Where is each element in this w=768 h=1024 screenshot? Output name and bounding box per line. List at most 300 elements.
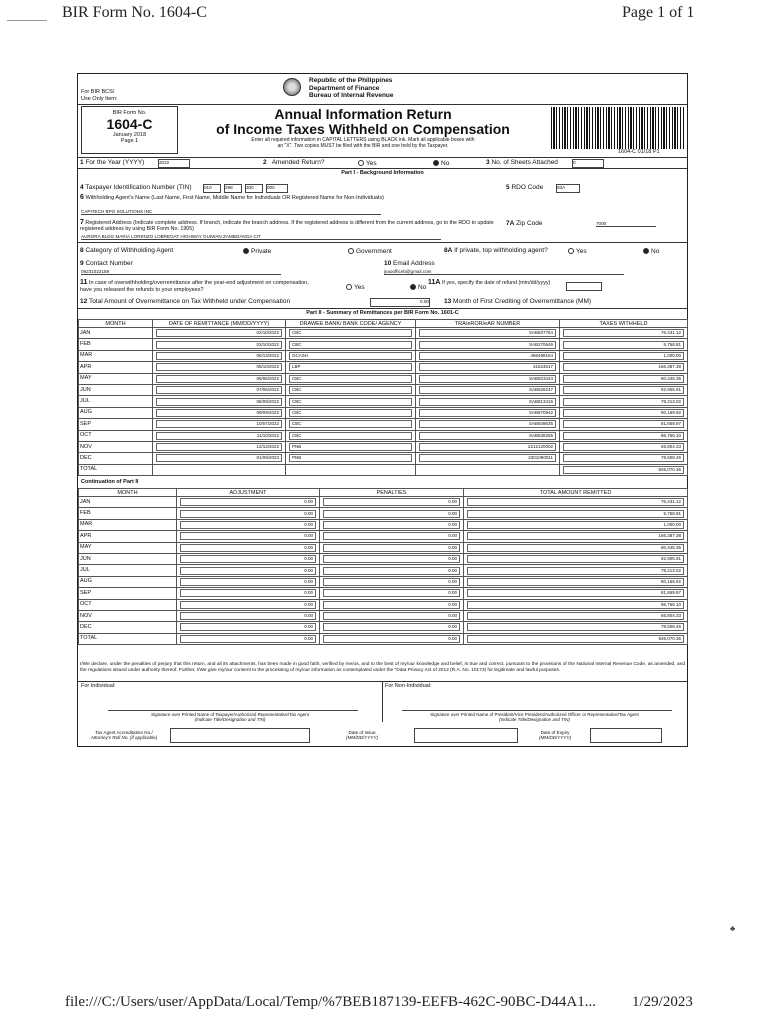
table-cell	[153, 384, 286, 395]
item8a-label: If private, top withholding agent?	[454, 247, 548, 254]
cell-field[interactable]: 65,804.33	[563, 443, 684, 451]
tax-agent-number-field[interactable]	[170, 728, 310, 743]
sig-right-sub: (Indicate Title/Designation and TIN)	[499, 717, 570, 722]
item10-label: Email Address	[393, 260, 435, 267]
print-footer-path: file:///C:/Users/user/AppData/Local/Temp/%7BEB187139-EEFB-462C-90BC-D44A1...	[65, 994, 596, 1010]
cell-field[interactable]: 0.00	[180, 589, 316, 597]
cell-field[interactable]: 0.00	[180, 544, 316, 552]
table-cell	[286, 339, 416, 350]
table-row	[79, 565, 688, 576]
cell-field[interactable]: CBC	[289, 329, 412, 337]
cell-field[interactable]: 0.00	[180, 567, 316, 575]
cell-field[interactable]: 79,508.45	[467, 623, 684, 631]
cell-field[interactable]: SAB538255	[419, 432, 556, 440]
email-field[interactable]: jsaoofficeb@gmail.com	[384, 269, 624, 275]
rdo-field[interactable]: 93A	[556, 184, 580, 193]
scan-mark	[7, 20, 47, 21]
date-expiry-format: (MM/DD/YYYY)	[538, 735, 572, 741]
cell-field[interactable]: 11/10/2022	[156, 432, 282, 440]
table-row	[79, 508, 688, 519]
cell-field[interactable]: 80,169.92	[467, 578, 684, 586]
table-cell	[153, 362, 286, 373]
cell-field[interactable]: 08/09/2022	[156, 398, 282, 406]
month-cell: JUL	[79, 396, 153, 407]
cell-field[interactable]: 0.00	[323, 601, 460, 609]
cell-field[interactable]: 0.00	[180, 578, 316, 586]
cell-field[interactable]: 86,766.10	[563, 432, 684, 440]
month-cell: SEP	[79, 588, 177, 599]
table-cell	[560, 407, 688, 418]
barcode-text: 1604-C 01/18 P1	[618, 149, 660, 155]
cell-field[interactable]: 0.00	[180, 521, 316, 529]
cell-field[interactable]: SAB826247	[419, 386, 556, 394]
table-cell	[177, 553, 320, 564]
table-cell	[416, 328, 560, 339]
table-row	[79, 453, 688, 464]
table-row	[79, 396, 688, 407]
cell-field[interactable]: 82,905.91	[563, 386, 684, 394]
item12-label: Total Amount of Overremittance on Tax Withheld under Compensation	[88, 298, 291, 305]
table-cell	[177, 508, 320, 519]
cell-field[interactable]: 79,213.02	[467, 567, 684, 575]
table-row	[79, 362, 688, 373]
cell-field[interactable]: CBC	[289, 386, 412, 394]
table-cell	[177, 497, 320, 508]
year-field[interactable]: 2022	[158, 159, 190, 168]
table-cell	[416, 339, 560, 350]
month-cell: FEB	[79, 508, 177, 519]
table-cell	[286, 373, 416, 384]
table-cell	[177, 565, 320, 576]
cell-field[interactable]: 07/06/2022	[156, 386, 282, 394]
sig-right-label: Signature over Printed Name of President/Vice President/Authorized Officer or Representative/Tax Agent	[430, 712, 639, 717]
col-header: MONTH	[79, 489, 177, 497]
table-cell	[320, 531, 464, 542]
cell-field[interactable]: 0.00	[323, 498, 460, 506]
form-date: January 2018	[112, 131, 147, 138]
top-agent-no-radio[interactable]	[643, 248, 649, 254]
table-row	[79, 407, 688, 418]
cell-field[interactable]: GCASH	[289, 352, 412, 360]
table-cell	[320, 508, 464, 519]
cell-field[interactable]: 926,070.36	[467, 635, 684, 643]
cell-field[interactable]: SAB813415	[419, 398, 556, 406]
table-cell	[464, 622, 688, 633]
table-row	[79, 519, 688, 530]
tin-part4[interactable]: 000	[266, 184, 288, 193]
sheets-field[interactable]: 0	[572, 159, 604, 168]
table-cell	[153, 430, 286, 441]
cell-field[interactable]: CBC	[289, 409, 412, 417]
month-cell: NOV	[79, 610, 177, 621]
for-bir-label: For BIR BCS/	[81, 89, 115, 95]
item3-label: No. of Sheets Attached	[491, 159, 558, 166]
table-cell	[177, 542, 320, 553]
col-header: MONTH	[79, 320, 153, 328]
table-cell	[177, 588, 320, 599]
item1-label: For the Year (YYYY)	[85, 159, 145, 166]
table-cell	[560, 419, 688, 430]
tin-part1[interactable]: 010	[203, 184, 221, 193]
table-cell	[286, 453, 416, 464]
tax-agent-label2: Attorney's Roll No. (if applicable)	[90, 735, 158, 741]
cell-field[interactable]: SAB823424	[419, 375, 556, 383]
table-cell	[320, 610, 464, 621]
cell-field[interactable]: 0.00	[323, 555, 460, 563]
table-row	[79, 384, 688, 395]
contact-number-field[interactable]: 09231022159	[81, 269, 281, 275]
table-cell	[416, 350, 560, 361]
category-private-label: Private	[251, 248, 272, 255]
registered-address-field[interactable]: AURORA BLDG MARIA LORENZO LOBREGAT HIGHWAY GUIWAN ZAMBOANGA CIT	[81, 234, 441, 240]
item8-label: Category of Withholding Agent	[85, 247, 174, 254]
instructions-line1: Enter all required information in CAPITAL LETTERS using BLACK ink. Mark all applicable boxes with	[251, 137, 475, 143]
col-header: PENALTIES	[320, 489, 464, 497]
cell-field[interactable]: 76,431.12	[467, 498, 684, 506]
cell-field[interactable]: 0.00	[323, 544, 460, 552]
form-no: 1604-C	[106, 115, 153, 132]
cell-field[interactable]: 5,758.81	[563, 341, 684, 349]
non-individual-signature-box	[382, 681, 687, 722]
refund-no-label: No	[418, 284, 427, 291]
table-cell	[464, 508, 688, 519]
total-row	[79, 464, 688, 475]
form-title-line1: Annual Information Return	[274, 106, 452, 122]
cell-field[interactable]: 05/10/2022	[156, 363, 282, 371]
table-cell	[464, 576, 688, 587]
cell-field[interactable]: 166,387.38	[467, 532, 684, 540]
cell-field[interactable]: 0.00	[323, 521, 460, 529]
table-cell	[560, 328, 688, 339]
table-row	[79, 350, 688, 361]
table-cell	[177, 531, 320, 542]
col-header: TRA/eROR/eAR NUMBER	[416, 320, 560, 328]
cell-field[interactable]: 10/07/2022	[156, 420, 282, 428]
table-cell	[464, 599, 688, 610]
cell-field[interactable]: 03/10/2022	[156, 341, 282, 349]
cell-field[interactable]: PNB	[289, 454, 412, 462]
top-agent-yes-radio[interactable]	[568, 248, 574, 254]
top-agent-yes-label: Yes	[576, 248, 587, 255]
date-issue-label: Date of Issue	[348, 730, 376, 735]
table-row	[79, 576, 688, 587]
remittance-summary-table	[78, 319, 688, 476]
agent-name-field[interactable]: CAPITECH BPO SOLUTIONS INC	[81, 209, 381, 215]
cell-field[interactable]: 02/10/2022	[156, 329, 282, 337]
cell-field[interactable]: 80,445.35	[563, 375, 684, 383]
cell-field[interactable]: 86,766.10	[467, 601, 684, 609]
table-row	[79, 610, 688, 621]
table-row	[79, 328, 688, 339]
table-cell	[416, 453, 560, 464]
table-cell	[153, 441, 286, 452]
col-header: DRAWEE BANK/ BANK CODE/ AGENCY	[286, 320, 416, 328]
table-cell	[153, 328, 286, 339]
table-cell	[153, 373, 286, 384]
cell-field[interactable]: 0.00	[180, 555, 316, 563]
cell-field[interactable]: 0.00	[180, 532, 316, 540]
month-cell: FEB	[79, 339, 153, 350]
cell-field[interactable]: 79,508.45	[563, 454, 684, 462]
item11a-label: If yes, specify the date of refund (mm/dd/yyyy)	[441, 280, 551, 286]
cell-field[interactable]: CBC	[289, 420, 412, 428]
cell-field[interactable]: 01/09/2023	[156, 454, 282, 462]
cell-field[interactable]: SAB870942	[419, 409, 556, 417]
table-cell	[286, 350, 416, 361]
category-private-radio[interactable]	[243, 248, 249, 254]
form-no-label: BIR Form No.	[112, 110, 147, 116]
cell-field[interactable]: 0.00	[323, 578, 460, 586]
table-cell	[286, 362, 416, 373]
table-cell	[286, 430, 416, 441]
cell-field[interactable]: 0.00	[323, 567, 460, 575]
cell-field[interactable]: SAB849635	[419, 420, 556, 428]
cell-field[interactable]: 05/13/2022	[156, 352, 282, 360]
cell-field[interactable]: 09/09/2022	[156, 409, 282, 417]
cell-field[interactable]: 79,213.02	[563, 398, 684, 406]
refund-date-field[interactable]	[566, 282, 602, 291]
tin-part2[interactable]: 298	[224, 184, 242, 193]
table-cell	[320, 576, 464, 587]
cell-field[interactable]: 80,445.35	[467, 544, 684, 552]
table-cell	[560, 350, 688, 361]
table-cell	[153, 453, 286, 464]
table-cell	[153, 396, 286, 407]
date-issue-field[interactable]	[414, 728, 518, 743]
print-footer-date: 1/29/2023	[632, 994, 693, 1010]
month-cell: NOV	[79, 441, 153, 452]
bir-seal-icon	[283, 78, 301, 96]
month-cell: JAN	[79, 497, 177, 508]
cell-field[interactable]: 5,758.81	[467, 510, 684, 518]
cell-field[interactable]: CBC	[289, 375, 412, 383]
cell-field[interactable]: SAB837754	[419, 329, 556, 337]
cell-field[interactable]: 166,387.38	[563, 363, 684, 371]
cell-field[interactable]: 0.00	[180, 612, 316, 620]
category-government-radio[interactable]	[348, 248, 354, 254]
month-cell: AUG	[79, 576, 177, 587]
cell-field[interactable]: 65,804.33	[467, 612, 684, 620]
table-cell	[320, 519, 464, 530]
date-issue-format: (MM/DD/YYYY)	[345, 735, 379, 741]
total-label: TOTAL	[79, 464, 153, 475]
table-cell	[320, 622, 464, 633]
item6-label: Withholding Agent's Name (Last Name, First Name, Middle Name for Individuals OR Registered Name for Non-Individuals)	[85, 195, 384, 201]
amended-no-radio[interactable]	[433, 160, 439, 166]
table-cell	[464, 633, 688, 644]
bir-form-1604c: For BIR BCS/ Use Only Item: Republic of the Philippines Department of Finance Bureau of Internal Revenue BIR Form No. 1604-C January 2018 Page 1 Annual Information Return of Income Taxes Withheld on Compensation Enter all required information in CAPITAL LETTERS using BLACK ink. Mark all applicable boxes with an "X". Two copies MUST be filed with the BIR and one held by the Taxpayer. 1604-C 01/18 P1 1 For the Year (YYYY) 2022 2 Amended Return? Yes No 3 No. of Sheets Attached 0 Part I - Background Information 4 Taxpayer Identification Number (TIN) 010 298 300 000 5 RDO Code 93A 6 Withholding Agent's Name (Last Name, First Name, Middle Name for Individuals OR Registered Name for Non-Individuals) CAPITECH BPO SOLUTIONS INC 7 Registered Address (Indicate complete address. If branch, indicate the branch address. If the registered address is different from the current address, go to the RDO to update registered address by using BIR Form No. 1905) 7A Zip Code 7000 AURORA BLDG MARIA LORENZO LOBREGAT HIGHWAY GUIWAN ZAMBOANGA CIT 8 Category of Withholding Agent Private Government 8A If private, top withholding agent? Yes No 9 Contact Number 09231022159 10 Email Address jsaoofficeb@gmail.com 11 In case of overwithholding/overremittance after the year-end adjustment on compensation, have you released the refunds to your employees? Yes No 11A If yes, specify the date of refund (mm/dd/yyyy) 12 Total Amount of Overremittance on Tax Withheld under Compensation 0.00 13 Month of First Crediting of Overremittance (MM) Part II - Summary of Remittances per BIR Form No. 1601-C MONTH DATE OF REMITTANCE (MM/DD/YYYY) DRAWEE BANK/ BANK CODE/ AGENCY TRA/eROR/eAR NUMBER TAXES WITHHELD JAN 02/10/2022 CBC SAB837754 76,431.12 FEB 03/10/2022 CBC SAB270646 5,758.81 MAR 05/13/2022 GCASH 496498164 1,000.00 APR 05/10/2022 LBP 31524617 166,387.38 MAY 06/06/2022 CBC SAB823424 80,445.35 JUN 07/06/2022 CBC SAB826247 82,905.91 JUL 08/09/2022 CBC SAB813415 79,213.02 AUG 09/09/2022 CBC SAB870942 80,169.92 SEP 10/07/2022 CBC SAB849635 81,659.97 OCT 11/10/2022 CBC SAB538255 86,766.10 NOV 12/12/2022 PNB 2212120002 65,804.33 DEC 01/09/2023 PNB 2301090011 79,508.45 TOTAL 926,070.36 Continuation of Part II MONTH ADJUSTMENT PENALTIES TOTAL AMOUNT REMITTED JAN 0.00 0.00 76,431.12 FEB 0.00 0.00 5,758.81 MAR 0.00 0.00 1,000.00 APR 0.00 0.00 166,387.38 MAY 0.00 0.00 80,445.35 JUN 0.00 0.00 82,905.91 JUL 0.00 0.00 79,213.02 AUG 0.00 0.00 80,169.92 SEP 0.00 0.00 81,659.97 OCT 0.00 0.00 86,766.10 NOV 0.00 0.00 65,804.33 DEC 0.00 0.00 79,508.45 TOTAL 0.00 0.00 926,070.36 I/We declare, under the penalties of perjury that this return, and all its attachments, has been made in good faith, verified by me/us, and to the best of my/our knowledge and belief, is true and correct, pursuant to the provisions of the National Internal Revenue Code, as amended, and the regulations issued under authority thereof. Further, I/We give my/our consent to the processing of my/our information as contemplated under the "Data Privacy Act of 2012 (R.A. No. 10173) for legitimate and lawful purposes. For Individual: Signature over Printed Name of Taxpayer/Authorized Representative/Tax Agent (Indicate Title/Designation and TIN) For Non-Individual: Signature over Printed Name of President/Vice President/Authorized Officer or Representative/Tax Agent (Indicate Title/Designation and TIN) Tax Agent Accreditation No./ Attorney's Roll No. (if applicable) Date of Issue (MM/DD/YYYY) Date of Expiry (MM/DD/YYYY)	[77, 73, 688, 747]
table-cell	[464, 588, 688, 599]
item9-label: Contact Number	[85, 260, 133, 267]
cell-field[interactable]: 2301090011	[419, 454, 556, 462]
table-cell	[464, 565, 688, 576]
table-row	[79, 373, 688, 384]
bureau-text: Bureau of Internal Revenue	[309, 92, 394, 99]
cell-field[interactable]: 82,905.91	[467, 555, 684, 563]
cell-field[interactable]: 81,659.97	[467, 589, 684, 597]
table-cell	[320, 542, 464, 553]
cell-field[interactable]: 0.00	[180, 635, 316, 643]
table-cell	[286, 396, 416, 407]
republic-text: Republic of the Philippines	[309, 77, 393, 84]
top-agent-no-label: No	[651, 248, 660, 255]
scan-speck: ♣	[730, 924, 736, 933]
for-non-individual-label: For Non-Individual:	[385, 683, 432, 689]
form-number-box	[81, 106, 178, 154]
table-cell	[560, 464, 688, 475]
table-cell	[320, 588, 464, 599]
table-header-row	[79, 489, 688, 497]
cell-field[interactable]: CBC	[289, 341, 412, 349]
cell-field[interactable]: 0.00	[323, 623, 460, 631]
month-cell: JUN	[79, 553, 177, 564]
table-cell	[464, 531, 688, 542]
form-title-line2: of Income Taxes Withheld on Compensation	[216, 121, 510, 137]
table-cell	[177, 610, 320, 621]
tin-part3[interactable]: 300	[245, 184, 263, 193]
cell-field[interactable]: SAB270646	[419, 341, 556, 349]
table-cell	[416, 441, 560, 452]
table-cell	[320, 497, 464, 508]
table-cell	[153, 350, 286, 361]
cell-field[interactable]: CBC	[289, 398, 412, 406]
table-row	[79, 441, 688, 452]
item11-label: In case of overwithholding/overremittance after the year-end adjustment on compensation, have you released the refunds to your employees?	[80, 280, 309, 293]
cell-field[interactable]: 0.00	[323, 612, 460, 620]
table-cell	[416, 384, 560, 395]
cell-field[interactable]: 81,659.97	[563, 420, 684, 428]
month-cell: TOTAL	[79, 633, 177, 644]
cell-field[interactable]: 0.00	[323, 510, 460, 518]
sig-left-label: Signature over Printed Name of Taxpayer/Authorized Representative/Tax Agent	[151, 712, 309, 717]
table-cell	[464, 519, 688, 530]
table-cell	[320, 633, 464, 644]
month-cell: APR	[79, 531, 177, 542]
cell-field[interactable]: 12/12/2022	[156, 443, 282, 451]
category-government-label: Government	[356, 248, 392, 255]
table-cell	[320, 599, 464, 610]
table-cell	[416, 362, 560, 373]
declaration-text: I/We declare, under the penalties of perjury that this return, and all its attachments, has been made in good faith, verified by me/us, and to the best of my/our knowledge and belief, is true and correct, pursuant to the provisions of the National Internal Revenue Code, as amended, and the regulations issued under authority thereof. Further, I/We give my/our consent to the processing of my/our information as contemplated under the "Data Privacy Act of 2012 (R.A. No. 10173) for legitimate and lawful purposes.	[80, 662, 685, 673]
print-header-title: BIR Form No. 1604-C	[62, 4, 207, 21]
cell-field[interactable]: 0.00	[180, 601, 316, 609]
cell-field[interactable]: 0.00	[323, 532, 460, 540]
cell-field[interactable]: 0.00	[180, 510, 316, 518]
table-cell	[416, 407, 560, 418]
cell-field[interactable]: 80,169.92	[563, 409, 684, 417]
table-cell	[560, 339, 688, 350]
item13-label: Month of First Crediting of Overremittance (MM)	[453, 298, 592, 305]
for-individual-label: For Individual:	[81, 683, 116, 689]
refund-no-radio[interactable]	[410, 284, 416, 290]
continuation-title: Continuation of Part II	[81, 479, 139, 485]
month-cell: AUG	[79, 407, 153, 418]
cell-field[interactable]: 1,000.00	[467, 521, 684, 529]
print-header-page: Page 1 of 1	[622, 4, 695, 21]
cell-field[interactable]: 06/06/2022	[156, 375, 282, 383]
item7-label: Registered Address (Indicate complete address. If branch, indicate the branch address. If the registered address is different from the current address, go to the RDO to update registered address by using BIR Form No. 1905)	[80, 220, 494, 232]
month-cell: OCT	[79, 430, 153, 441]
month-cell: APR	[79, 362, 153, 373]
col-header: TAXES WITHHELD	[560, 320, 688, 328]
cell-field[interactable]: 1,000.00	[563, 352, 684, 360]
table-row	[79, 633, 688, 644]
table-cell	[560, 441, 688, 452]
table-row	[79, 430, 688, 441]
instructions-line2: an "X". Two copies MUST be filed with the BIR and one held by the Taxpayer.	[277, 143, 449, 149]
cell-field[interactable]: 76,431.12	[563, 329, 684, 337]
table-row	[79, 599, 688, 610]
table-cell	[286, 384, 416, 395]
continuation-table	[78, 488, 688, 645]
individual-signature-box	[78, 681, 383, 722]
col-header: ADJUSTMENT	[177, 489, 320, 497]
table-cell	[177, 576, 320, 587]
empty-cell	[286, 464, 416, 475]
cell-field[interactable]: LBP	[289, 363, 412, 371]
table-row	[79, 588, 688, 599]
table-row	[79, 622, 688, 633]
amended-yes-label: Yes	[366, 160, 377, 167]
date-expiry-field[interactable]	[590, 728, 662, 743]
amended-yes-radio[interactable]	[358, 160, 364, 166]
cell-field[interactable]: 31524617	[419, 363, 556, 371]
refund-yes-label: Yes	[354, 284, 365, 291]
month-cell: JUL	[79, 565, 177, 576]
table-cell	[560, 396, 688, 407]
month-cell: MAR	[79, 519, 177, 530]
cell-field[interactable]: 496498164	[419, 352, 556, 360]
cell-field[interactable]: PNB	[289, 443, 412, 451]
month-cell: JUN	[79, 384, 153, 395]
cell-field[interactable]: CBC	[289, 432, 412, 440]
table-cell	[464, 542, 688, 553]
table-cell	[560, 362, 688, 373]
overremittance-field[interactable]: 0.00	[370, 298, 430, 307]
cell-field[interactable]: 0.00	[323, 635, 460, 643]
use-only-label: Use Only Item:	[81, 96, 118, 102]
cell-field[interactable]: 926,070.36	[563, 466, 684, 474]
table-cell	[177, 622, 320, 633]
table-cell	[286, 419, 416, 430]
month-cell: OCT	[79, 599, 177, 610]
table-row	[79, 531, 688, 542]
table-row	[79, 497, 688, 508]
empty-cell	[416, 464, 560, 475]
sig-left-sub: (Indicate Title/Designation and TIN)	[194, 717, 266, 722]
cell-field[interactable]: 2212120002	[419, 443, 556, 451]
table-row	[79, 553, 688, 564]
empty-cell	[153, 464, 286, 475]
cell-field[interactable]: 0.00	[323, 589, 460, 597]
tax-agent-label1: Tax Agent Accreditation No./	[95, 730, 153, 735]
table-cell	[416, 419, 560, 430]
month-cell: MAY	[79, 542, 177, 553]
table-cell	[416, 373, 560, 384]
zip-code-field[interactable]: 7000	[596, 221, 656, 227]
table-cell	[416, 396, 560, 407]
table-cell	[153, 419, 286, 430]
table-cell	[177, 633, 320, 644]
table-cell	[153, 407, 286, 418]
table-cell	[560, 384, 688, 395]
refund-yes-radio[interactable]	[346, 284, 352, 290]
date-expiry-label: Date of Expiry	[540, 730, 570, 735]
month-cell: MAY	[79, 373, 153, 384]
cell-field[interactable]: 0.00	[180, 623, 316, 631]
cell-field[interactable]: 0.00	[180, 498, 316, 506]
table-cell	[320, 565, 464, 576]
